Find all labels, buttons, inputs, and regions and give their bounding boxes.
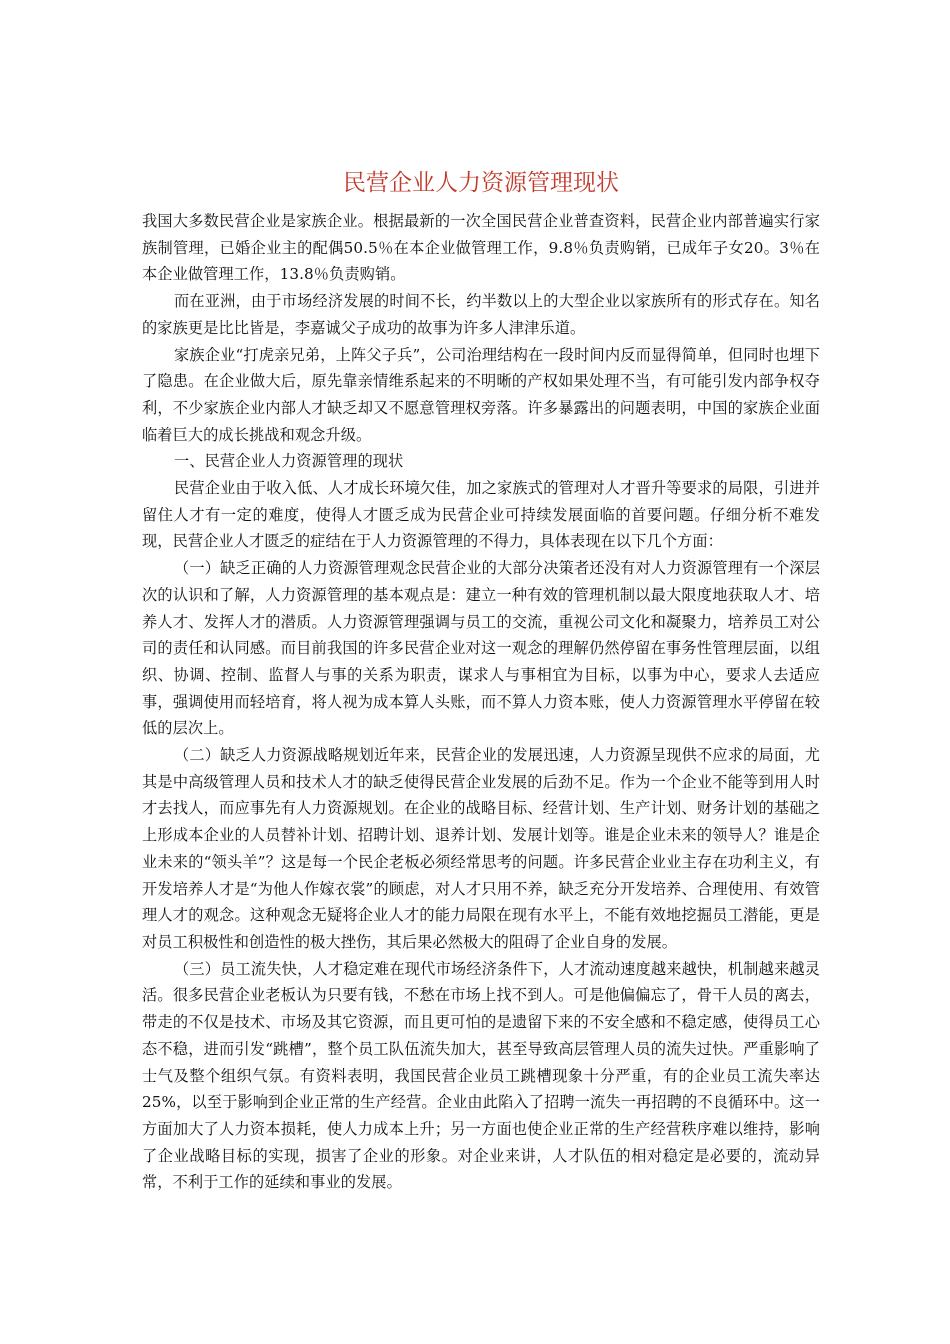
paragraph-family-enterprise: 家族企业“打虎亲兄弟，上阵父子兵”，公司治理结构在一段时间内反而显得简单，但同时也埋下了隐患。在企业做大后，原先靠亲情维系起来的不明晰的产权如果处理不当，有可能引发内部争权夺利，不少家族企业内部人才缺乏却又不愿意管理权旁落。许多暴露出的问题表明，中国的家族企业面临着巨大的成长挑战和观念升级。: [142, 345, 820, 444]
paragraph-intro: 我国大多数民营企业是家族企业。根据最新的一次全国民营企业普查资料，民营企业内部普遍实行家族制管理，已婚企业主的配偶50.5％在本企业做管理工作，9.8％负责购销，已成年子女20。3％在本企业做管理工作，13.8％负责购销。: [142, 212, 820, 284]
paragraph-point-2: （二）缺乏人力资源战略规划近年来，民营企业的发展迅速，人力资源呈现供不应求的局面，尤其是中高级管理人员和技术人才的缺乏使得民营企业发展的后劲不足。作为一个企业不能等到用人时才去找人，而应事先有人力资源规划。在企业的战略目标、经营计划、生产计划、财务计划的基础之上形成本企业的人员替补计划、招聘计划、退养计划、发展计划等。谁是企业未来的领导人？谁是企业未来的“领头羊”？这是每一个民企老板必须经常思考的问题。许多民营企业业主存在功利主义，有开发培养人才是“为他人作嫁衣裳”的顾虑，对人才只用不养，缺乏充分开发培养、合理使用、有效管理人才的观念。这种观念无疑将企业人才的能力局限在现有水平上，不能有效地挖掘员工潜能，更是对员工积极性和创造性的极大挫伤，其后果必然极大的阻碍了企业自身的发展。: [142, 746, 820, 951]
paragraph-asia: 而在亚洲，由于市场经济发展的时间不长，约半数以上的大型企业以家族所有的形式存在。知名的家族更是比比皆是，李嘉诚父子成功的故事为许多人津津乐道。: [142, 292, 820, 337]
section-heading: 一、民营企业人力资源管理的现状: [174, 452, 404, 471]
document-page: [142, 168, 820, 1196]
paragraph-overview: 民营企业由于收入低、人才成长环境欠佳，加之家族式的管理对人才晋升等要求的局限，引进并留住人才有一定的难度，使得人才匮乏成为民营企业可持续发展面临的首要问题。仔细分析不难发现，民营企业人才匮乏的症结在于人力资源管理的不得力，具体表现在以下几个方面：: [142, 479, 820, 551]
document-title: 民营企业人力资源管理现状: [343, 170, 619, 196]
paragraph-point-3: （三）员工流失快，人才稳定难在现代市场经济条件下，人才流动速度越来越快，机制越来越灵活。很多民营企业老板认为只要有钱，不愁在市场上找不到人。可是他偏偏忘了，骨干人员的离去，带走的不仅是技术、市场及其它资源，而且更可怕的是遗留下来的不安全感和不稳定感，使得员工心态不稳，进而引发“跳槽”，整个员工队伍流失加大，甚至导致高层管理人员的流失过快。严重影响了士气及整个组织气氛。有资料表明，我国民营企业员工跳槽现象十分严重，有的企业员工流失率达25%，以至于影响到企业正常的生产经营。企业由此陷入了招聘一流失一再招聘的不良循环中。这一方面加大了人力资本损耗，使人力成本上升；另一方面也使企业正常的生产经营秩序难以维持，影响了企业战略目标的实现，损害了企业的形象。对企业来讲，人才队伍的相对稳定是必要的，流动异常，不利于工作的延续和事业的发展。: [142, 959, 820, 1192]
paragraph-point-1: （一）缺乏正确的人力资源管理观念民营企业的大部分决策者还没有对人力资源管理有一个深层次的认识和了解，人力资源管理的基本观点是：建立一种有效的管理机制以最大限度地获取人才、培养人才、发挥人才的潜质。人力资源管理强调与员工的交流，重视公司文化和凝聚力，培养员工对公司的责任和认同感。而目前我国的许多民营企业对这一观念的理解仍然停留在事务性管理层面，以组织、协调、控制、监督人与事的关系为职责，谋求人与事相宜为目标，以事为中心，要求人去适应事，强调使用而轻培育，将人视为成本算人头账，而不算人力资本账，使人力资源管理水平停留在较低的层次上。: [142, 559, 820, 738]
